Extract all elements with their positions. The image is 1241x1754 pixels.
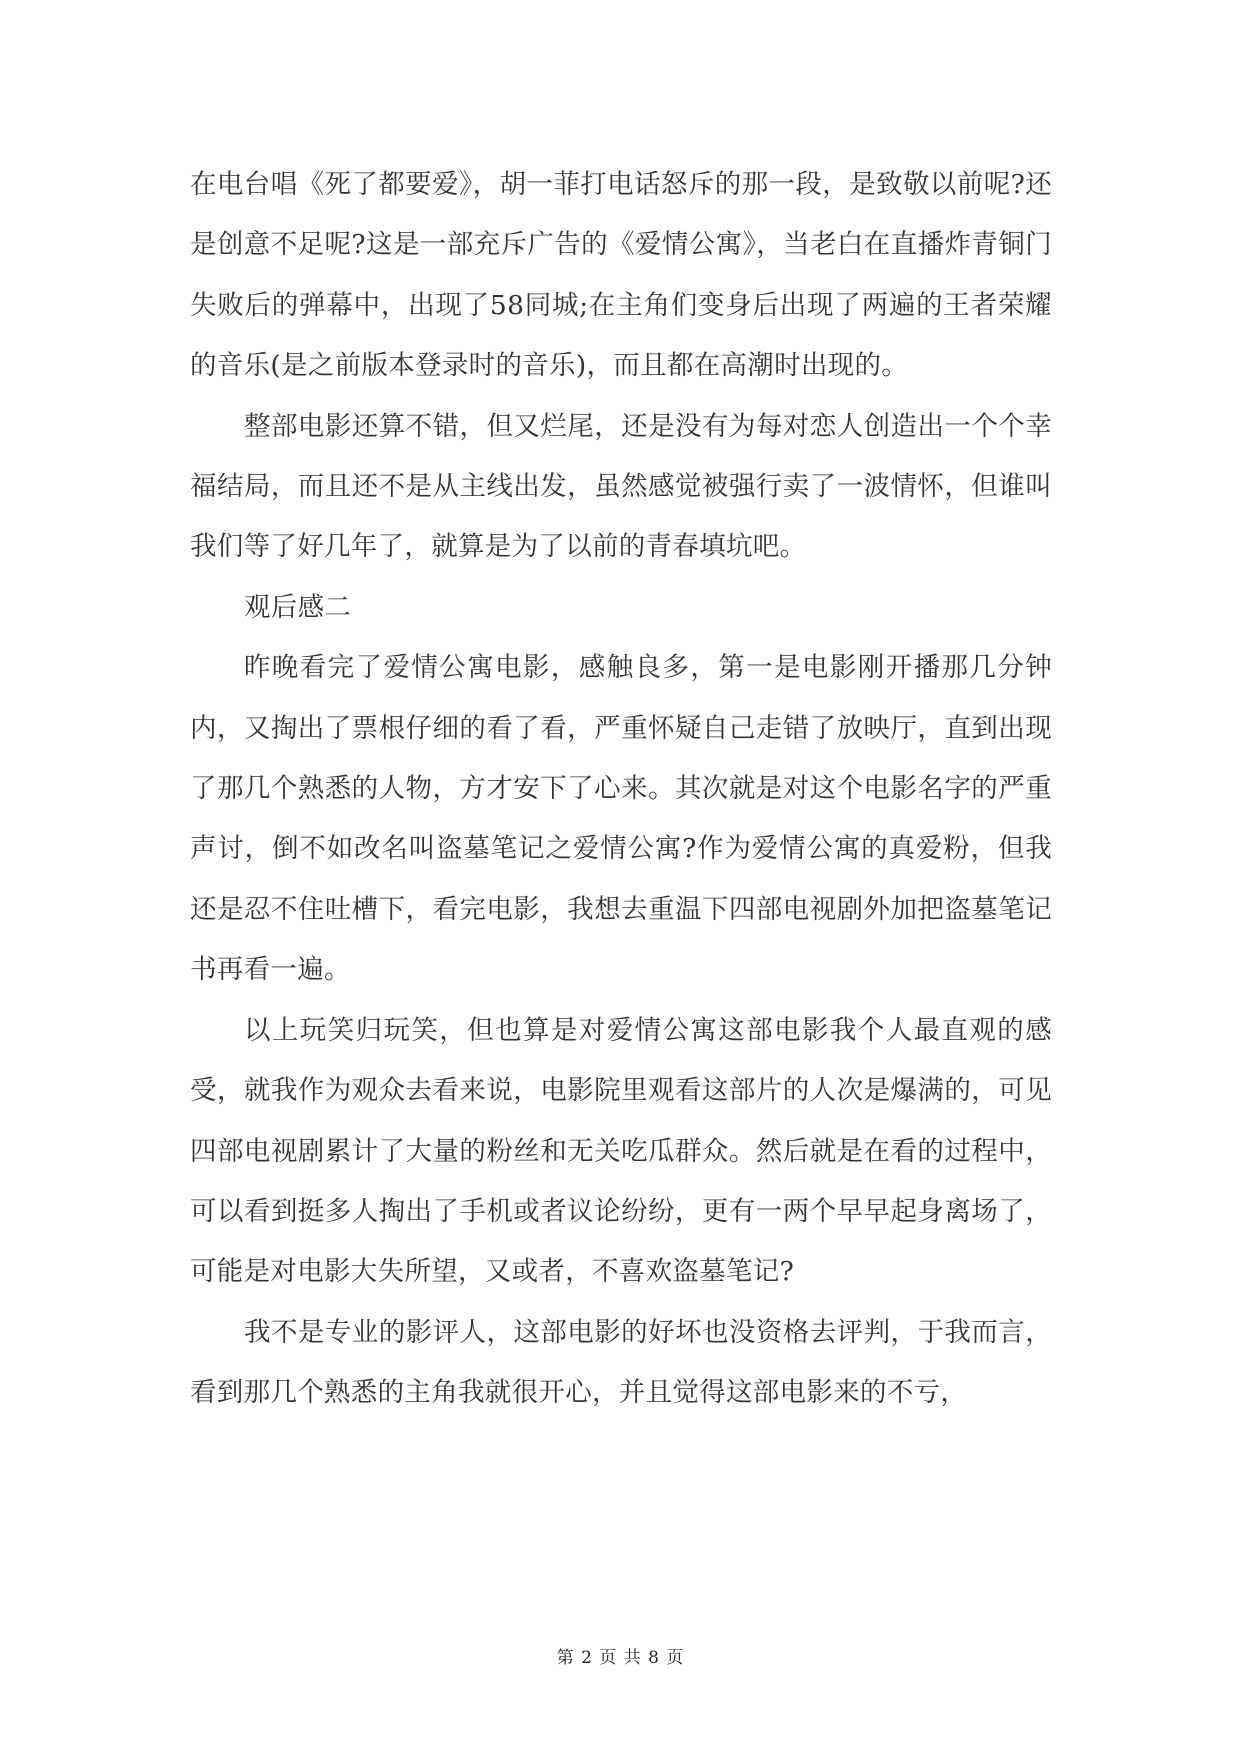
- paragraph-1: 在电台唱《死了都要爱》，胡一菲打电话怒斥的那一段，是致敬以前呢?还是创意不足呢?这是一部充斥广告的《爱情公寓》，当老白在直播炸青铜门失败后的弹幕中，出现了58同城;在主角们变身后出现了两遍的王者荣耀的音乐(是之前版本登录时的音乐)，而且都在高潮时出现的。: [190, 169, 1052, 382]
- paragraph-4: 以上玩笑归玩笑，但也算是对爱情公寓这部电影我个人最直观的感受，就我作为观众去看来说，电影院里观看这部片的人次是爆满的，可见四部电视剧累计了大量的粉丝和无关吃瓜群众。然后就是在看的过程中，可以看到挺多人掏出了手机或者议论纷纷，更有一两个早早起身离场了，可能是对电影大失所望，又或者，不喜欢盗墓笔记?: [190, 1014, 1052, 1288]
- body-text: [190, 155, 1052, 1424]
- page-footer: [0, 1646, 1241, 1670]
- footer-middle: 页 共: [599, 1648, 642, 1668]
- paragraph-5: 我不是专业的影评人，这部电影的好坏也没资格去评判，于我而言，看到那几个熟悉的主角我就很开心，并且觉得这部电影来的不亏，: [190, 1316, 1052, 1409]
- paragraph-2: 整部电影还算不错，但又烂尾，还是没有为每对恋人创造出一个个幸福结局，而且还不是从主线出发，虽然感觉被强行卖了一波情怀，但谁叫我们等了好几年了，就算是为了以前的青春填坑吧。: [190, 410, 1052, 563]
- footer-suffix: 页: [666, 1648, 685, 1668]
- footer-total-pages: 8: [648, 1648, 660, 1668]
- footer-page-number: 2: [581, 1648, 593, 1668]
- paragraph-3: 昨晚看完了爱情公寓电影，感触良多，第一是电影刚开播那几分钟内，又掏出了票根仔细的看了看，严重怀疑自己走错了放映厅，直到出现了那几个熟悉的人物，方才安下了心来。其次就是对这个电影名字的严重声讨，倒不如改名叫盗墓笔记之爱情公寓?作为爱情公寓的真爱粉，但我还是忍不住吐槽下，看完电影，我想去重温下四部电视剧外加把盗墓笔记书再看一遍。: [190, 652, 1052, 986]
- section-heading: 观后感二: [244, 591, 352, 623]
- footer-prefix: 第: [556, 1648, 575, 1668]
